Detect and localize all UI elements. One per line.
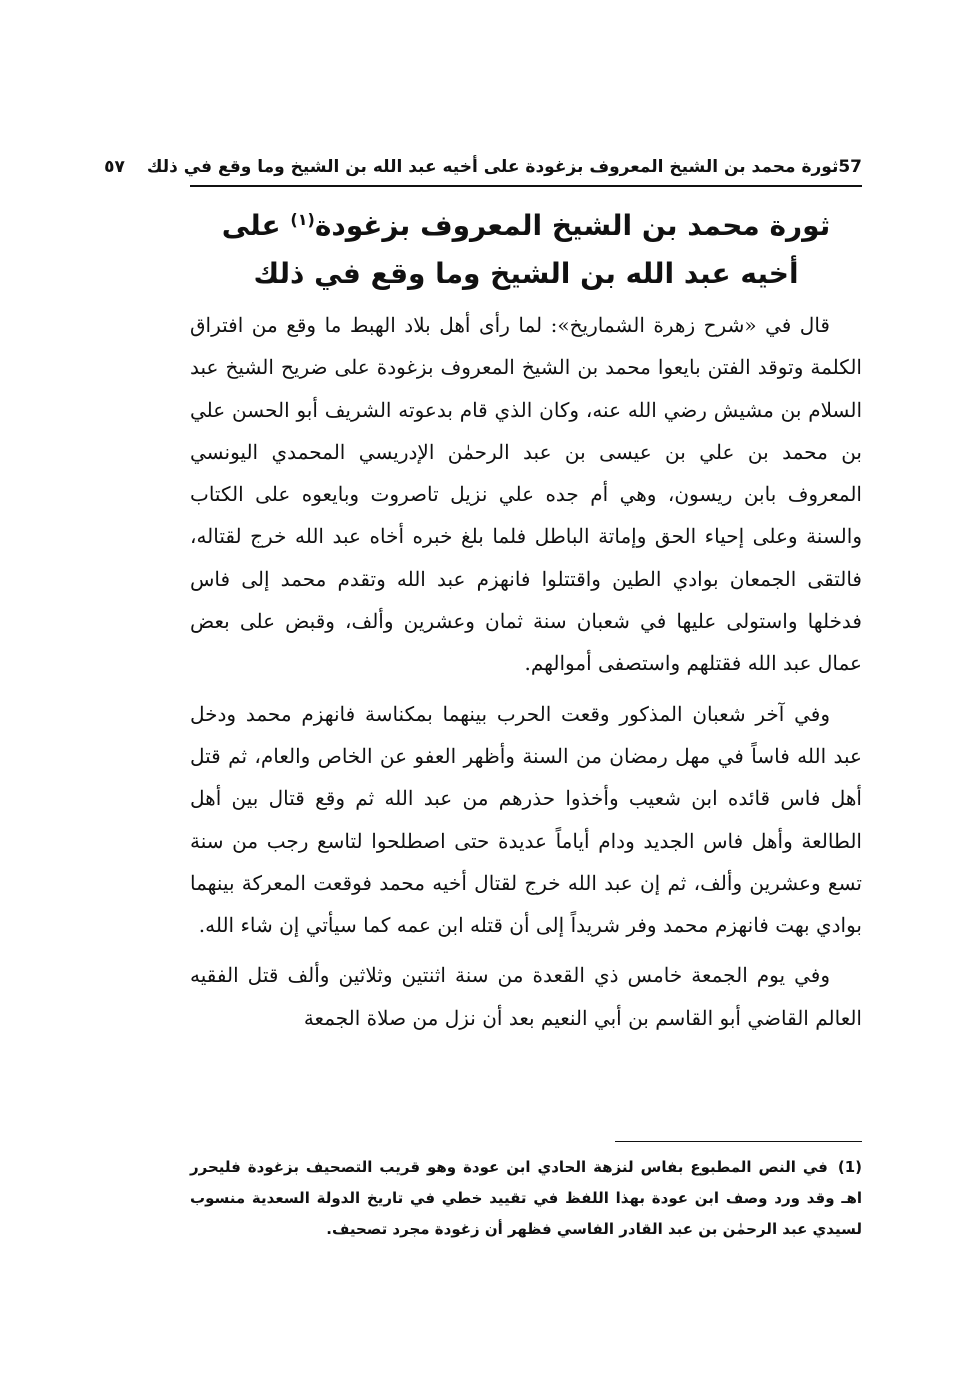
chapter-title-line-2: أخيه عبد الله بن الشيخ وما وقع في ذلك	[253, 257, 799, 290]
chapter-title	[190, 196, 862, 298]
footnote-rule	[615, 1141, 862, 1142]
footnote	[190, 1152, 862, 1245]
paragraph-3: وفي يوم الجمعة خامس ذي القعدة من سنة اثنتين وثلاثين وألف قتل الفقيه العالم القاضي أبو القاسم بن أبي النعيم بعد أن نزل من صلاة الجمعة	[190, 963, 862, 1030]
running-title: ثورة محمد بن الشيخ المعروف بزغودة على أخيه عبد الله بن الشيخ وما وقع في ذلك	[146, 157, 839, 177]
footnote-marker: (1)	[837, 1158, 862, 1176]
footnote-text: في النص المطبوع بفاس لنزهة الحادي ابن عودة وهو قريب التصحيف بزغودة فليحرر اهـ وقد ورد وصف ابن عودة بهذا اللفظ في تقييد خطي في تاريخ الدولة السعدية منسوب لسيدي عبد الرحمٰن بن عبد القادر الفاسي فظهر أن زغودة مجرد تصحيف.	[190, 1158, 862, 1238]
header-rule	[190, 185, 862, 187]
paragraph-1: قال في «شرح زهرة الشماريخ»: لما رأى أهل بلاد الهبط ما وقع من افتراق الكلمة وتوقد الفتن بايعوا محمد بن الشيخ المعروف بزغودة على ضريح الشيخ عبد السلام بن مشيش رضي الله عنه، وكان الذي قام بدعوته الشريف أبو الحسن علي بن محمد بن علي بن عيسى بن عبد الرحمٰن الإدريسي المحمدي اليونسي المعروف بابن ريسون، وهي أم جده علي نزيل تاصروت وبايعوه على الكتاب والسنة وعلى إحياء الحق وإماتة الباطل فلما بلغ خبره أخاه عبد الله خرج لقتاله، فالتقى الجمعان بوادي الطين واقتتلوا فانهزم عبد الله وتقدم محمد إلى فاس فدخلها واستولى عليها في شعبان سنة ثمان وعشرين وألف، وقبض على بعض عمال عبد الله فقتلهم واستصفى أموالهم.	[190, 313, 862, 676]
page-number-arabic: ٥٧	[104, 157, 125, 177]
chapter-title-text-end: على	[221, 209, 281, 242]
running-header-group	[100, 157, 838, 177]
page-number-latin: 57	[838, 157, 862, 177]
chapter-title-text: ثورة محمد بن الشيخ المعروف بزغودة	[314, 209, 831, 242]
running-header	[104, 150, 862, 184]
chapter-title-line-1	[190, 196, 862, 250]
body-text	[190, 304, 862, 1047]
paragraph-2: وفي آخر شعبان المذكور وقعت الحرب بينهما بمكناسة فانهزم محمد ودخل عبد الله فاساً في مهل رمضان من السنة وأظهر العفو عن الخاص والعام، ثم قتل أهل فاس قائده ابن شعيب وأخذوا حذرهم من عبد الله ثم وقع قتال بين أهل الطالعة وأهل فاس الجديد ودام أياماً عديدة حتى اصطلحوا لتاسع رجب من سنة تسع وعشرين وألف، ثم إن عبد الله خرج لقتال أخيه محمد فوقعت المعركة بينهما بوادي بهت فانهزم محمد وفر شريداً إلى أن قتله ابن عمه كما سيأتي إن شاء الله.	[190, 701, 862, 938]
footnote-reference: (١)	[290, 210, 315, 229]
